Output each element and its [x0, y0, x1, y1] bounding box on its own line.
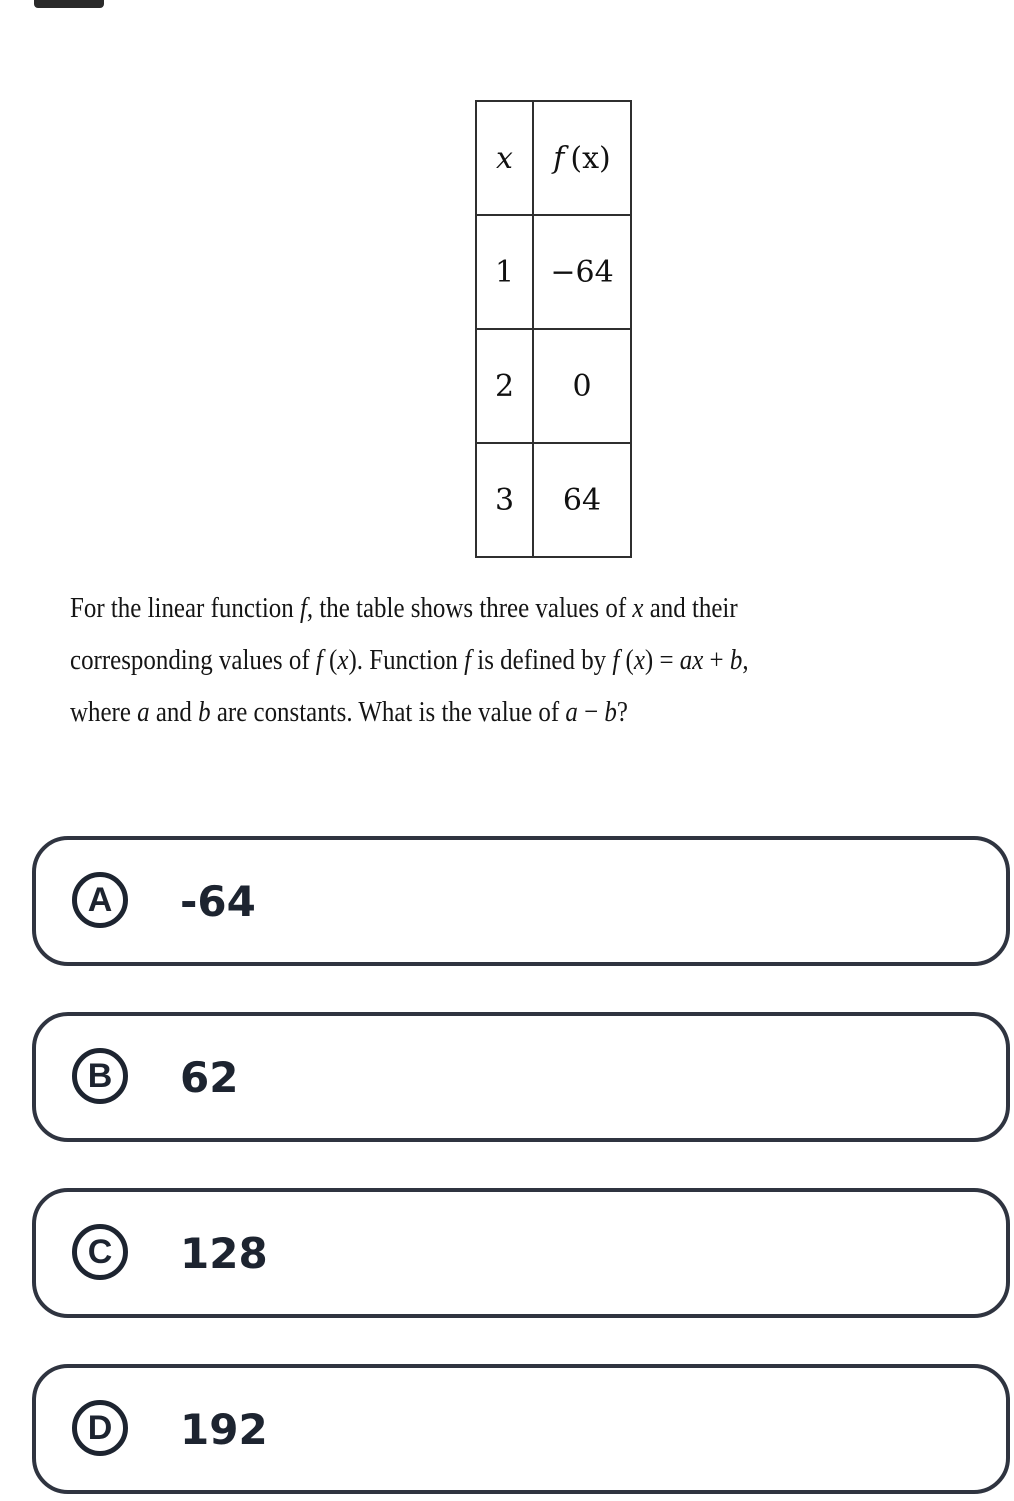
question-line: corresponding values of f (x). Function f is defined by f (x) = ax + b, — [70, 644, 749, 676]
option-text: 192 — [180, 1405, 268, 1454]
table-header-row — [476, 101, 631, 215]
values-table — [475, 100, 632, 558]
question-line: where a and b are constants. What is the value of a − b? — [70, 696, 628, 728]
answer-option-b[interactable] — [32, 1012, 1010, 1142]
option-letter-badge: B — [72, 1048, 128, 1104]
option-text: -64 — [180, 877, 256, 926]
table-row — [476, 329, 631, 443]
cell-x: 1 — [476, 215, 533, 329]
option-letter-badge: D — [72, 1400, 128, 1456]
table-row — [476, 443, 631, 557]
option-letter-badge: C — [72, 1224, 128, 1280]
table-row — [476, 215, 631, 329]
cropped-question-number — [34, 0, 104, 8]
option-text: 128 — [180, 1229, 268, 1278]
answer-option-d[interactable] — [32, 1364, 1010, 1494]
option-text: 62 — [180, 1053, 239, 1102]
answer-option-c[interactable] — [32, 1188, 1010, 1318]
cell-fx: 0 — [533, 329, 631, 443]
cell-x: 3 — [476, 443, 533, 557]
answer-option-a[interactable] — [32, 836, 1010, 966]
cell-x: 2 — [476, 329, 533, 443]
option-letter-badge: A — [72, 872, 128, 928]
cell-fx: −64 — [533, 215, 631, 329]
question-text — [70, 582, 874, 738]
header-fx: f (x) — [533, 101, 631, 215]
cell-fx: 64 — [533, 443, 631, 557]
question-line: For the linear function f, the table shows three values of x and their — [70, 592, 738, 624]
header-x: x — [476, 101, 533, 215]
